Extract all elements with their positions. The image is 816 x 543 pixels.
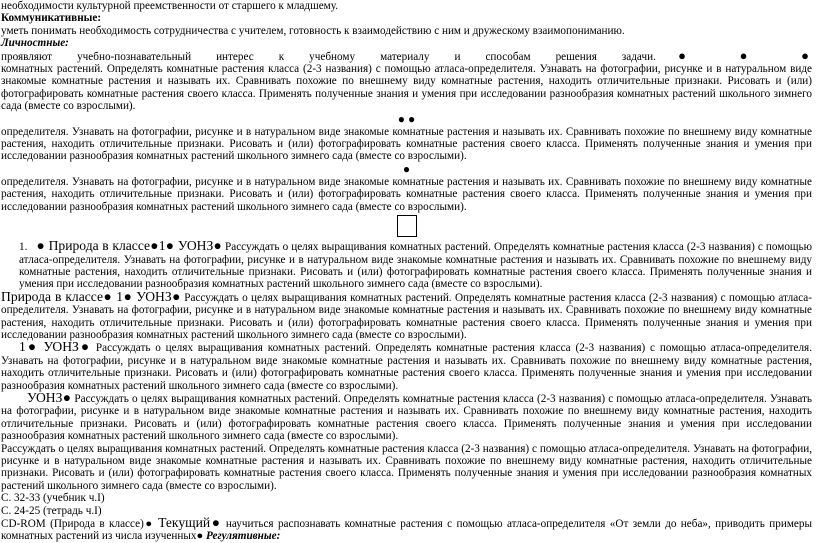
- cd-rom-block: [1, 517, 812, 543]
- empty-box: [397, 215, 417, 237]
- reference-textbook: С. 32-33 (учебник ч.I): [1, 492, 105, 505]
- block-4-heading: УОНЗ●: [27, 389, 72, 405]
- heading-personal: Личностные:: [1, 37, 69, 50]
- block-2: [1, 288, 812, 342]
- block-4: [1, 389, 812, 443]
- cd-rom-label: CD-ROM (Природа в классе)●: [1, 518, 154, 531]
- personal-line: [1, 47, 813, 63]
- list-number: 1.: [19, 241, 28, 254]
- paragraph-1: комнатных растений. Определять комнатные растения класса (2-3 названия) с помощью атласа-определителя. Узнавать на фотографии, рисунке и в натуральном виде знакомые комнатные растения и называть их. Сравнивать похожие по внешнему виду комнатные растения, находить отличительные признаки. Рисовать и (или) фотографировать комнатные растения своего класса. Применять полученные знания и умения при исследовании разнообразия комнатных растений школьного зимнего сада (вместе со взрослыми).: [1, 63, 812, 113]
- paragraph-3: определителя. Узнавать на фотографии, рисунке и в натуральном виде знакомые комнатные растения и называть их. Сравнивать похожие по внешнему виду комнатные растения, находить отличительные признаки. Рисовать и (или) фотографировать комнатные растения своего класса. Применять полученные знания и умения при исследовании разнообразия комнатных растений школьного зимнего сада (вместе со взрослыми).: [1, 175, 812, 213]
- block-3: [1, 341, 812, 392]
- reference-workbook: С. 24-25 (тетрадь ч.I): [1, 504, 102, 517]
- list-item-1: [1, 240, 812, 291]
- block-2-heading: Природа в классе● 1● УОНЗ●: [1, 288, 181, 304]
- block-4-text: Рассуждать о целях выращивания комнатных растений. Определять комнатные растения класса (2-3 названия) с помощью атласа-определителя. Узнавать на фотографии, рисунке и в натуральном виде знакомые комнатные растения и называть их. Сравнивать похожие по внешнему виду комнатные растения, находить отличительные признаки. Рисовать и (или) фотографировать комнатные растения своего класса. Применять полученные знания и умения при исследовании разнообразия комнатных растений школьного зимнего сада (вместе со взрослыми).: [1, 392, 812, 443]
- bullet-dot-single: ●: [402, 161, 411, 176]
- block-5: Рассуждать о целях выращивания комнатных растений. Определять комнатные растения класса (2-3 названия) с помощью атласа-определителя. Узнавать на фотографии, рисунке и в натуральном виде знакомые комнатные растения и называть их. Сравнивать похожие по внешнему виду комнатные растения, находить отличительные признаки. Рисовать и (или) фотографировать комнатные растения своего класса. Применять полученные знания и умения при исследовании разнообразия комнатных растений школьного зимнего сада (вместе со взрослыми).: [1, 442, 812, 492]
- cd-rom-text: научиться распознавать комнатные растения с помощью атласа-определителя «От земли до неба», приводить примеры комнатных растений из числа изученных●: [1, 518, 812, 543]
- personal-text: проявляют учебно-познавательный интерес к учебному материалу и способам решения задачи.: [1, 50, 656, 63]
- block-3-heading: 1● УОНЗ●: [19, 339, 92, 355]
- heading-regulative: Регулятивные:: [206, 530, 281, 543]
- bullet-dots-three: ● ● ●: [655, 47, 813, 63]
- current-label: Текущий●: [158, 515, 222, 531]
- list-item-heading: ● Природа в классе●1● УОНЗ●: [36, 238, 222, 254]
- block-3-text: Рассуждать о целях выращивания комнатных растений. Определять комнатные растения класса (2-3 названия) с помощью атласа-определителя. Узнавать на фотографии, рисунке и в натуральном виде знакомые комнатные растения и называть их. Сравнивать похожие по внешнему виду комнатные растения, находить отличительные признаки. Рисовать и (или) фотографировать комнатные растения своего класса. Применять полученные знания и умения при исследовании разнообразия комнатных растений школьного зимнего сада (вместе со взрослыми).: [1, 342, 812, 392]
- block-2-text: Рассуждать о целях выращивания комнатных растений. Определять комнатные растения класса (2-3 названия) с помощью атласа-определителя. Узнавать на фотографии, рисунке и в натуральном виде знакомые комнатные растения и называть их. Сравнивать похожие по внешнему виду комнатные растения, находить отличительные признаки. Рисовать и (или) фотографировать комнатные растения своего класса. Применять полученные знания и умения при исследовании разнообразия комнатных растений школьного зимнего сада (вместе со взрослыми).: [1, 291, 812, 341]
- communicative-text: уметь понимать необходимость сотрудничества с учителем, готовность к взаимодействию с ним и дружескому взаимопониманию.: [1, 24, 625, 37]
- bullet-dots-two: ● ●: [397, 111, 416, 126]
- list-item-text: Рассуждать о целях выращивания комнатных растений. Определять комнатные растения класса (2-3 названия) с помощью атласа-определителя. Узнавать на фотографии, рисунке и в натуральном виде знакомые комнатные растения и называть их. Сравнивать похожие по внешнему виду комнатные растения, находить отличительные признаки. Рисовать и (или) фотографировать комнатные растения своего класса. Применять полученные знания и умения при исследовании разнообразия комнатных растений школьного зимнего сада (вместе со взрослыми).: [19, 241, 812, 291]
- heading-communicative: Коммуникативные:: [1, 12, 102, 25]
- text-line-top: необходимости культурной преемственности от старшего к младшему.: [1, 0, 339, 12]
- paragraph-2: определителя. Узнавать на фотографии, рисунке и в натуральном виде знакомые комнатные растения и называть их. Сравнивать похожие по внешнему виду комнатные растения, находить отличительные признаки. Рисовать и (или) фотографировать комнатные растения своего класса. Применять полученные знания и умения при исследовании разнообразия комнатных растений школьного зимнего сада (вместе со взрослыми).: [1, 125, 812, 163]
